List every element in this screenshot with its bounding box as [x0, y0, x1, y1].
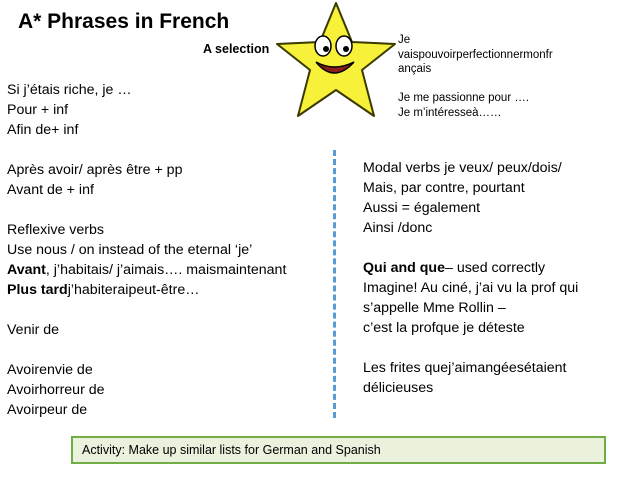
star-right-pupil: [343, 46, 349, 52]
blank-line: [363, 238, 578, 258]
phrase-line: [7, 280, 286, 300]
bold-keyword: Avant: [7, 262, 46, 278]
blank-line: [7, 300, 286, 320]
activity-box: Activity: Make up similar lists for German and Spanish: [71, 436, 606, 464]
phrase-line: c’est la profque je déteste: [363, 320, 525, 336]
star-left-pupil: [323, 46, 329, 52]
note-line: Je m’intéresseà……: [398, 106, 502, 119]
phrase-rest: j’habiteraipeut-être…: [67, 282, 200, 298]
phrase-rest: , j’habitais/ j’aimais…. maismaintenant: [45, 262, 287, 278]
phrase-line: Après avoir/ après être + pp: [7, 162, 183, 178]
blank-line: [7, 200, 286, 220]
note-line: vaispouvoirperfectionnermonfr: [398, 48, 553, 61]
phrase-line: Modal verbs je veux/ peux/dois/: [363, 160, 562, 176]
star-right-eye: [336, 36, 352, 56]
blank-line: [363, 338, 578, 358]
phrase-line: Avant de + inf: [7, 182, 94, 198]
right-column: [363, 158, 578, 398]
cartoon-star-icon: [272, 0, 400, 122]
phrase-line: Avoirhorreur de: [7, 382, 105, 398]
phrase-line: Ainsi /donc: [363, 220, 433, 236]
note-line: ançais: [398, 63, 432, 75]
note-line: Je me passionne pour ….: [398, 92, 530, 104]
phrase-line: Imagine! Au ciné, j’ai vu la prof qui: [363, 280, 579, 296]
phrase-line: Aussi = également: [363, 200, 481, 216]
phrase-line: délicieuses: [363, 380, 434, 396]
note-line: [398, 77, 553, 92]
star-left-eye: [315, 36, 331, 56]
phrase-line: Avoirenvie de: [7, 362, 93, 378]
phrase-line: Venir de: [7, 322, 60, 338]
column-divider: [333, 150, 336, 418]
phrase-line: Reflexive verbs: [7, 222, 104, 238]
phrase-line: [7, 260, 286, 280]
phrase-line: s’appelle Mme Rollin –: [363, 300, 506, 316]
blank-line: [7, 140, 286, 160]
star-body: [277, 3, 395, 116]
top-right-note: [398, 33, 553, 120]
page-title: A* Phrases in French: [18, 10, 230, 33]
note-line: Je: [398, 34, 411, 46]
phrase-line: Mais, par contre, pourtant: [363, 180, 525, 196]
phrase-line: Use nous / on instead of the eternal ‘je’: [7, 242, 253, 258]
blank-line: [7, 340, 286, 360]
phrase-line: Pour + inf: [7, 102, 69, 118]
phrase-line: Les frites quej’aimangéesétaient: [363, 360, 567, 376]
phrase-line: Si j’étais riche, je …: [7, 82, 132, 98]
phrase-line: [363, 258, 578, 278]
phrase-rest: – used correctly: [444, 260, 546, 276]
left-column: [7, 80, 286, 420]
phrase-line: Afin de+ inf: [7, 122, 79, 138]
page-subtitle: A selection: [203, 42, 270, 56]
bold-keyword: Plus tard: [7, 282, 68, 298]
phrase-line: Avoirpeur de: [7, 402, 88, 418]
bold-keyword: Qui and que: [363, 260, 445, 276]
